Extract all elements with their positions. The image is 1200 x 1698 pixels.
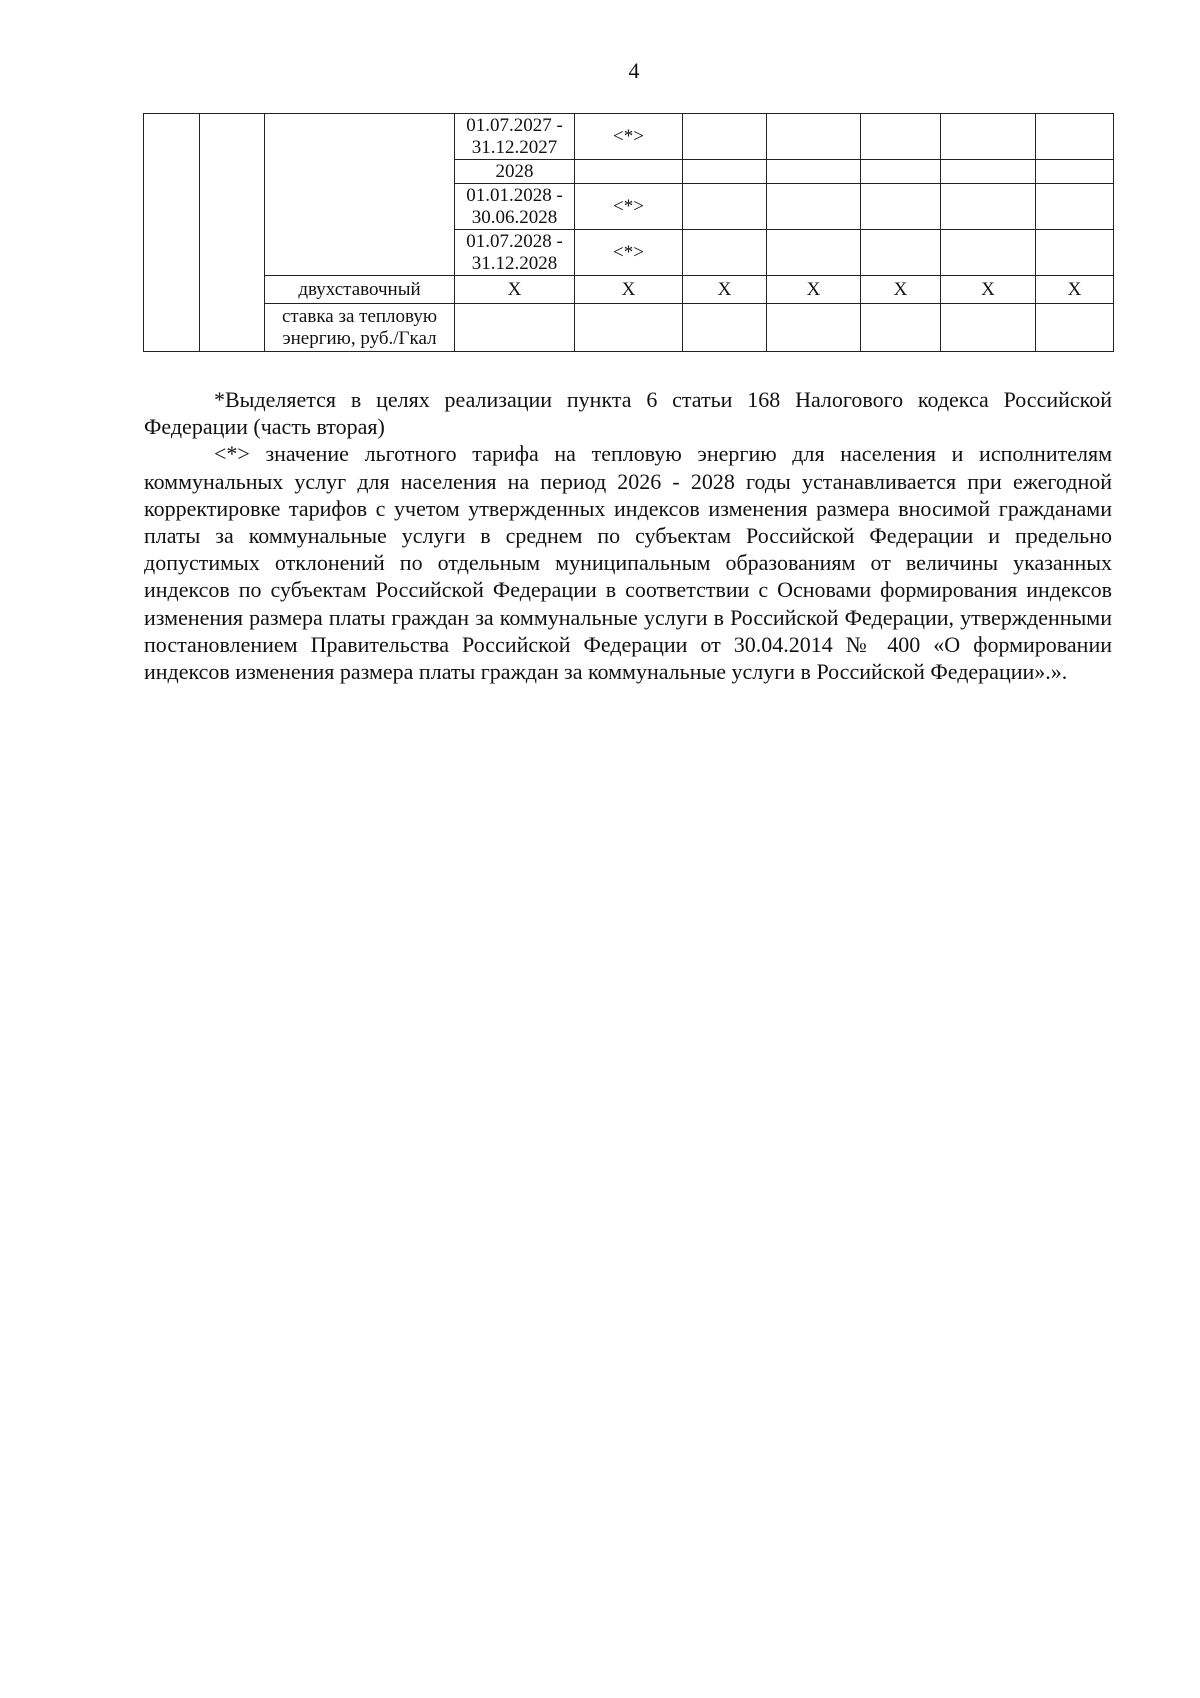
empty-cell [200, 114, 265, 352]
empty-cell [683, 114, 767, 160]
page-number: 4 [628, 58, 640, 83]
period-cell: 01.07.2028 - 31.12.2028 [455, 230, 575, 276]
empty-cell [144, 114, 200, 352]
empty-cell [1036, 114, 1114, 160]
footnotes [144, 386, 1112, 685]
period-cell: 01.07.2027 - 31.12.2027 [455, 114, 575, 160]
empty-cell [1036, 304, 1114, 352]
empty-cell [767, 160, 861, 184]
empty-cell [683, 230, 767, 276]
empty-cell [941, 160, 1036, 184]
two-part-label: двухставочный [265, 276, 455, 304]
table-row [144, 304, 1114, 352]
empty-cell [861, 184, 941, 230]
empty-cell [1036, 230, 1114, 276]
x-cell: X [683, 276, 767, 304]
x-cell: X [455, 276, 575, 304]
empty-cell [767, 230, 861, 276]
marker-cell [575, 160, 683, 184]
marker-cell: <*> [575, 114, 683, 160]
x-cell: X [767, 276, 861, 304]
period-cell: 01.01.2028 - 30.06.2028 [455, 184, 575, 230]
empty-cell [683, 160, 767, 184]
empty-cell [861, 304, 941, 352]
x-cell: X [575, 276, 683, 304]
empty-cell [683, 304, 767, 352]
empty-cell [941, 304, 1036, 352]
empty-cell [767, 114, 861, 160]
empty-cell [455, 304, 575, 352]
marker-cell: <*> [575, 230, 683, 276]
heat-rate-label: ставка за тепловую энергию, руб./Гкал [265, 304, 455, 352]
x-cell: X [1036, 276, 1114, 304]
tariff-table [143, 113, 1114, 352]
table-row [144, 114, 1114, 160]
marker-cell: <*> [575, 184, 683, 230]
empty-cell [1036, 160, 1114, 184]
empty-cell [941, 230, 1036, 276]
empty-cell [861, 114, 941, 160]
empty-cell [575, 304, 683, 352]
year-cell: 2028 [455, 160, 575, 184]
footnote-star: *Выделяется в целях реализации пункта 6 статьи 168 Налогового кодекса Российской Федерации (часть вторая) [144, 387, 1112, 440]
empty-cell [767, 184, 861, 230]
footnote-angle: <*> значение льготного тарифа на тепловую энергию для населения и исполнителям коммунальных услуг для населения на период 2026 - 2028 годы устанавливается при ежегодной корректировке тарифов с учетом утвержденных индексов изменения размера вносимой гражданами платы за коммунальные услуги в среднем по субъектам Российской Федерации и предельно допустимых отклонений по отдельным муниципальным образованиям от величины указанных индексов по субъектам Российской Федерации в соответствии с Основами формирования индексов изменения размера платы граждан за коммунальные услуги в Российской Федерации, утвержденными постановлением Правительства Российской Федерации от 30.04.2014 № 400 «О формировании индексов изменения размера платы граждан за коммунальные услуги в Российской Федерации».». [144, 441, 1112, 685]
empty-cell [941, 184, 1036, 230]
empty-cell [861, 160, 941, 184]
x-cell: X [861, 276, 941, 304]
empty-cell [1036, 184, 1114, 230]
x-cell: X [941, 276, 1036, 304]
empty-cell [941, 114, 1036, 160]
empty-cell [265, 114, 455, 276]
empty-cell [683, 184, 767, 230]
empty-cell [861, 230, 941, 276]
table-row [144, 276, 1114, 304]
empty-cell [767, 304, 861, 352]
